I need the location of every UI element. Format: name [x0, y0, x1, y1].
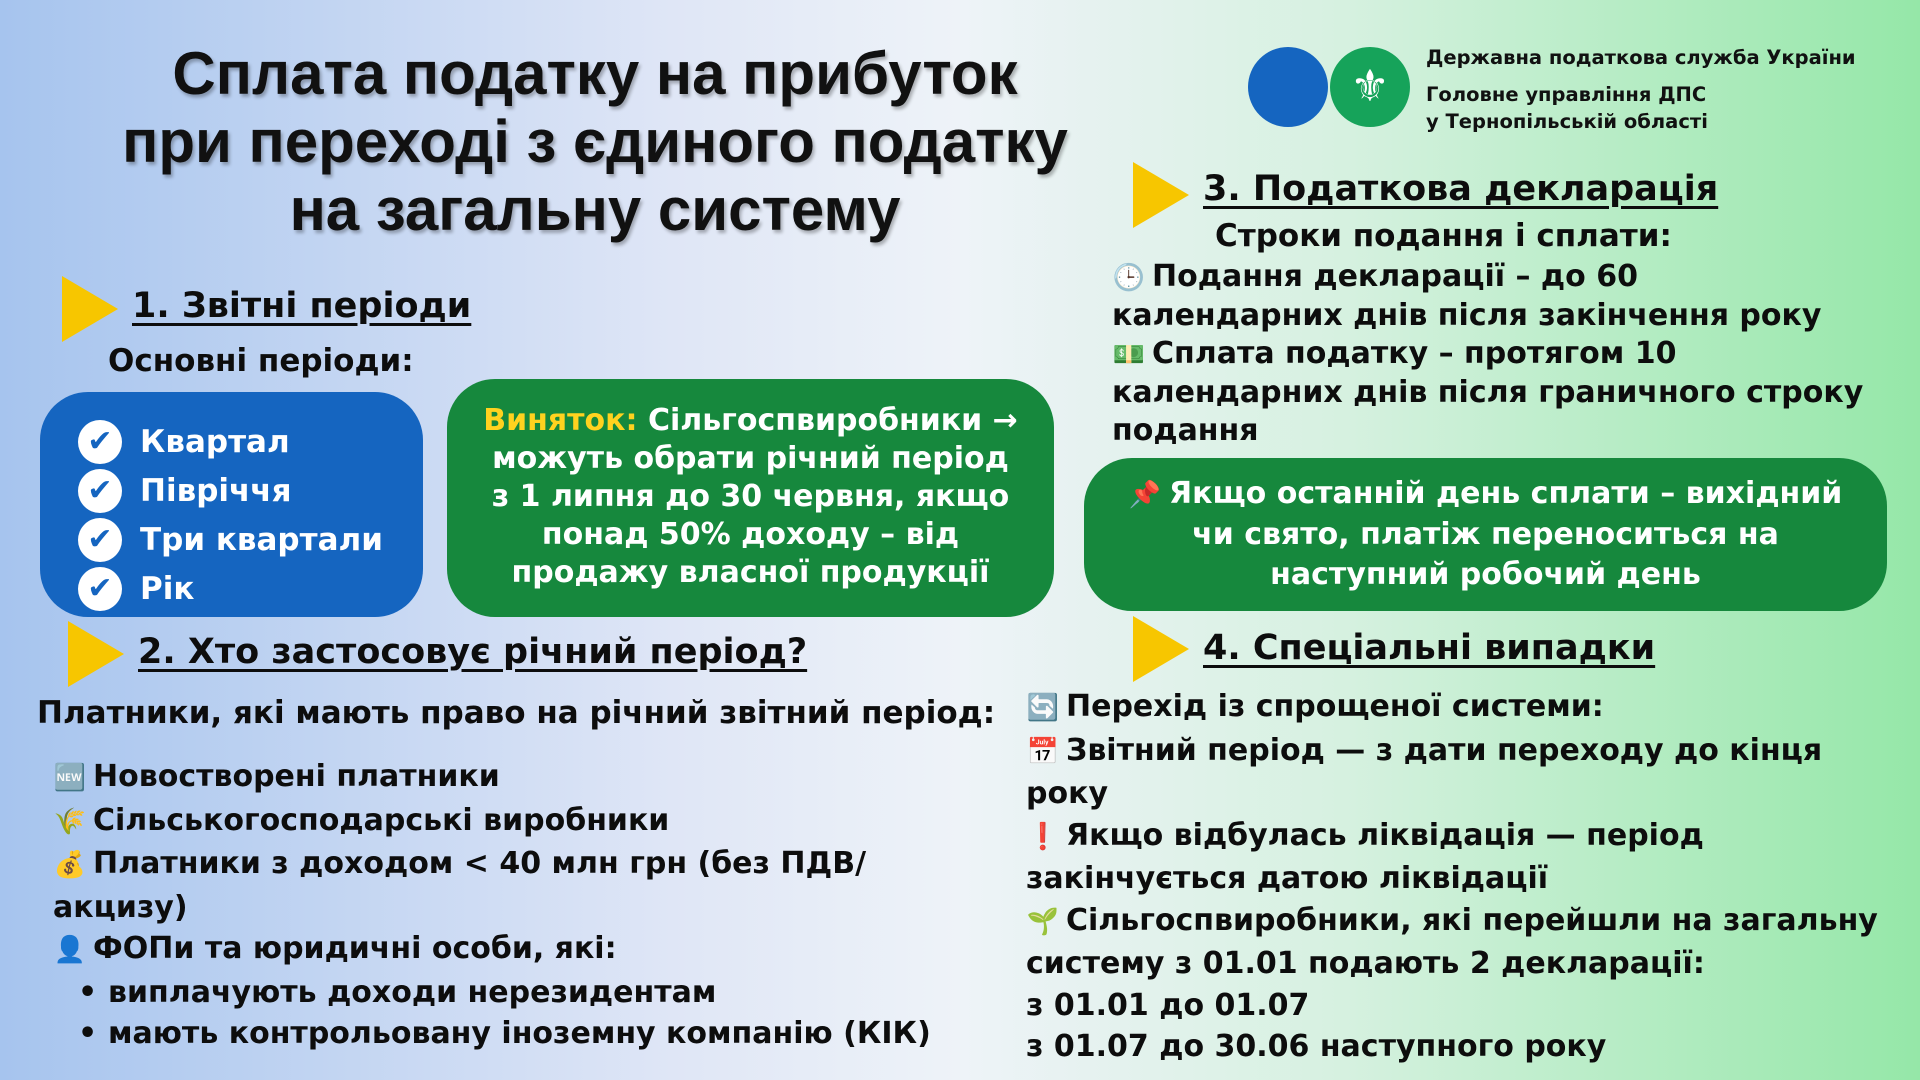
exclamation-icon: ❗: [1026, 821, 1060, 852]
list-item: 🌾 Сільськогосподарські виробники: [53, 800, 953, 844]
note-line-1: Якщо останній день сплати – вихідний: [1169, 476, 1843, 511]
note-line-2: чи свято, платіж переноситься на: [1192, 517, 1779, 552]
list-item: 🕒 Подання декларації – до 60: [1112, 258, 1912, 297]
section2-heading: 2. Хто застосовує річний період?: [138, 632, 808, 672]
list-item: 💰 Платники з доходом < 40 млн грн (без ПДВ/: [53, 843, 953, 887]
section4-heading: 4. Спеціальні випадки: [1203, 628, 1656, 668]
section3-heading: 3. Податкова декларація: [1203, 169, 1719, 209]
org-line-2: Головне управління ДПС: [1426, 83, 1707, 106]
calendar-icon: 📅: [1026, 736, 1060, 767]
period-item: [78, 564, 423, 613]
list-item-continuation: подання: [1112, 413, 1259, 448]
check-icon: ✔: [78, 518, 122, 562]
title-line-1: Сплата податку на прибуток: [172, 40, 1018, 107]
list-item-continuation: з 01.01 до 01.07: [1026, 987, 1310, 1023]
section1-subheading: Основні періоди:: [108, 343, 414, 379]
list-item: 📅 Звітний період — з дати переходу до кінця: [1026, 730, 1911, 774]
person-icon: 👤: [53, 935, 87, 965]
title-line-3: на загальну систему: [289, 176, 901, 243]
clock-icon: 🕒: [1112, 263, 1146, 293]
trident-icon: ⚜: [1350, 61, 1390, 112]
period-item: [78, 417, 423, 466]
section1-heading: 1. Звітні періоди: [132, 286, 472, 326]
org-line-3: у Тернопільській області: [1426, 110, 1708, 133]
list-item-continuation: календарних днів після закінчення року: [1112, 298, 1822, 333]
title-line-2: при переході з єдиного податку: [122, 108, 1068, 175]
refresh-icon: 🔄: [1026, 693, 1060, 723]
exception-line-4: понад 50% доходу – від: [541, 517, 960, 552]
list-item-continuation: систему з 01.01 подають 2 декларації:: [1026, 946, 1705, 981]
exception-line-3: з 1 липня до 30 червня, якщо: [491, 479, 1010, 514]
period-item: [78, 466, 423, 515]
section2-intro: Платники, які мають право на річний звітний період:: [37, 695, 996, 731]
list-item: 💵 Сплата податку – протягом 10: [1112, 335, 1912, 374]
exception-label: Виняток:: [483, 403, 638, 438]
bullet-item: • виплачують доходи нерезидентам: [53, 972, 953, 1014]
list-item-continuation: календарних днів після граничного строку: [1112, 375, 1864, 410]
logo-blue-circle: [1248, 47, 1328, 127]
bullet-icon: •: [78, 974, 98, 1010]
note-line-3: наступний робочий день: [1270, 557, 1701, 592]
section4-arrow-icon: [1133, 616, 1189, 682]
section3-arrow-icon: [1133, 162, 1189, 228]
list-item-continuation: закінчується датою ліквідації: [1026, 861, 1549, 896]
list-item: 🌱 Сільгоспвиробники, які перейшли на загальну: [1026, 900, 1911, 944]
money-bag-icon: 💰: [53, 850, 87, 880]
period-label: Півріччя: [140, 472, 292, 509]
check-icon: ✔: [78, 469, 122, 513]
section2-arrow-icon: [68, 621, 124, 687]
period-label: Три квартали: [140, 521, 383, 558]
new-icon: 🆕: [53, 763, 87, 793]
bullet-item: • мають контрольовану іноземну компанію (КІК): [53, 1013, 953, 1055]
exception-line-1: Сільгоспвиробники →: [647, 403, 1018, 438]
wheat-icon: 🌾: [53, 806, 87, 837]
money-icon: 💵: [1112, 340, 1146, 370]
check-icon: ✔: [78, 567, 122, 611]
list-item: 🆕 Новостворені платники: [53, 756, 953, 800]
logo-green-circle: [1330, 47, 1410, 127]
section4-list: [1026, 686, 1911, 1068]
section2-list: [53, 756, 953, 1055]
period-label: Квартал: [140, 423, 290, 460]
exception-line-2: можуть обрати річний період: [492, 441, 1009, 476]
exception-box: [447, 379, 1054, 617]
bullet-icon: •: [78, 1016, 98, 1051]
period-label: Рік: [140, 570, 195, 607]
period-item: [78, 515, 423, 564]
list-item-continuation: акцизу): [53, 889, 188, 925]
section3-subheading: Строки подання і сплати:: [1215, 218, 1672, 254]
page-title: [90, 40, 1100, 244]
check-icon: ✔: [78, 420, 122, 464]
periods-box: [40, 392, 423, 617]
seedling-icon: 🌱: [1026, 906, 1060, 937]
exception-line-5: продажу власної продукції: [511, 555, 990, 590]
deadline-note-box: [1084, 458, 1887, 611]
org-line-1: Державна податкова служба України: [1426, 46, 1856, 69]
section3-list: [1112, 258, 1912, 450]
list-item: 👤 ФОПи та юридичні особи, які:: [53, 928, 953, 972]
list-item-continuation: року: [1026, 776, 1109, 811]
list-item: ❗ Якщо відбулась ліквідація — період: [1026, 815, 1911, 859]
list-item-continuation: з 01.07 до 30.06 наступного року: [1026, 1029, 1607, 1064]
section1-arrow-icon: [62, 276, 118, 342]
org-name: [1426, 44, 1906, 135]
list-item: 🔄 Перехід із спрощеної системи:: [1026, 686, 1911, 730]
pin-icon: 📌: [1128, 480, 1162, 510]
